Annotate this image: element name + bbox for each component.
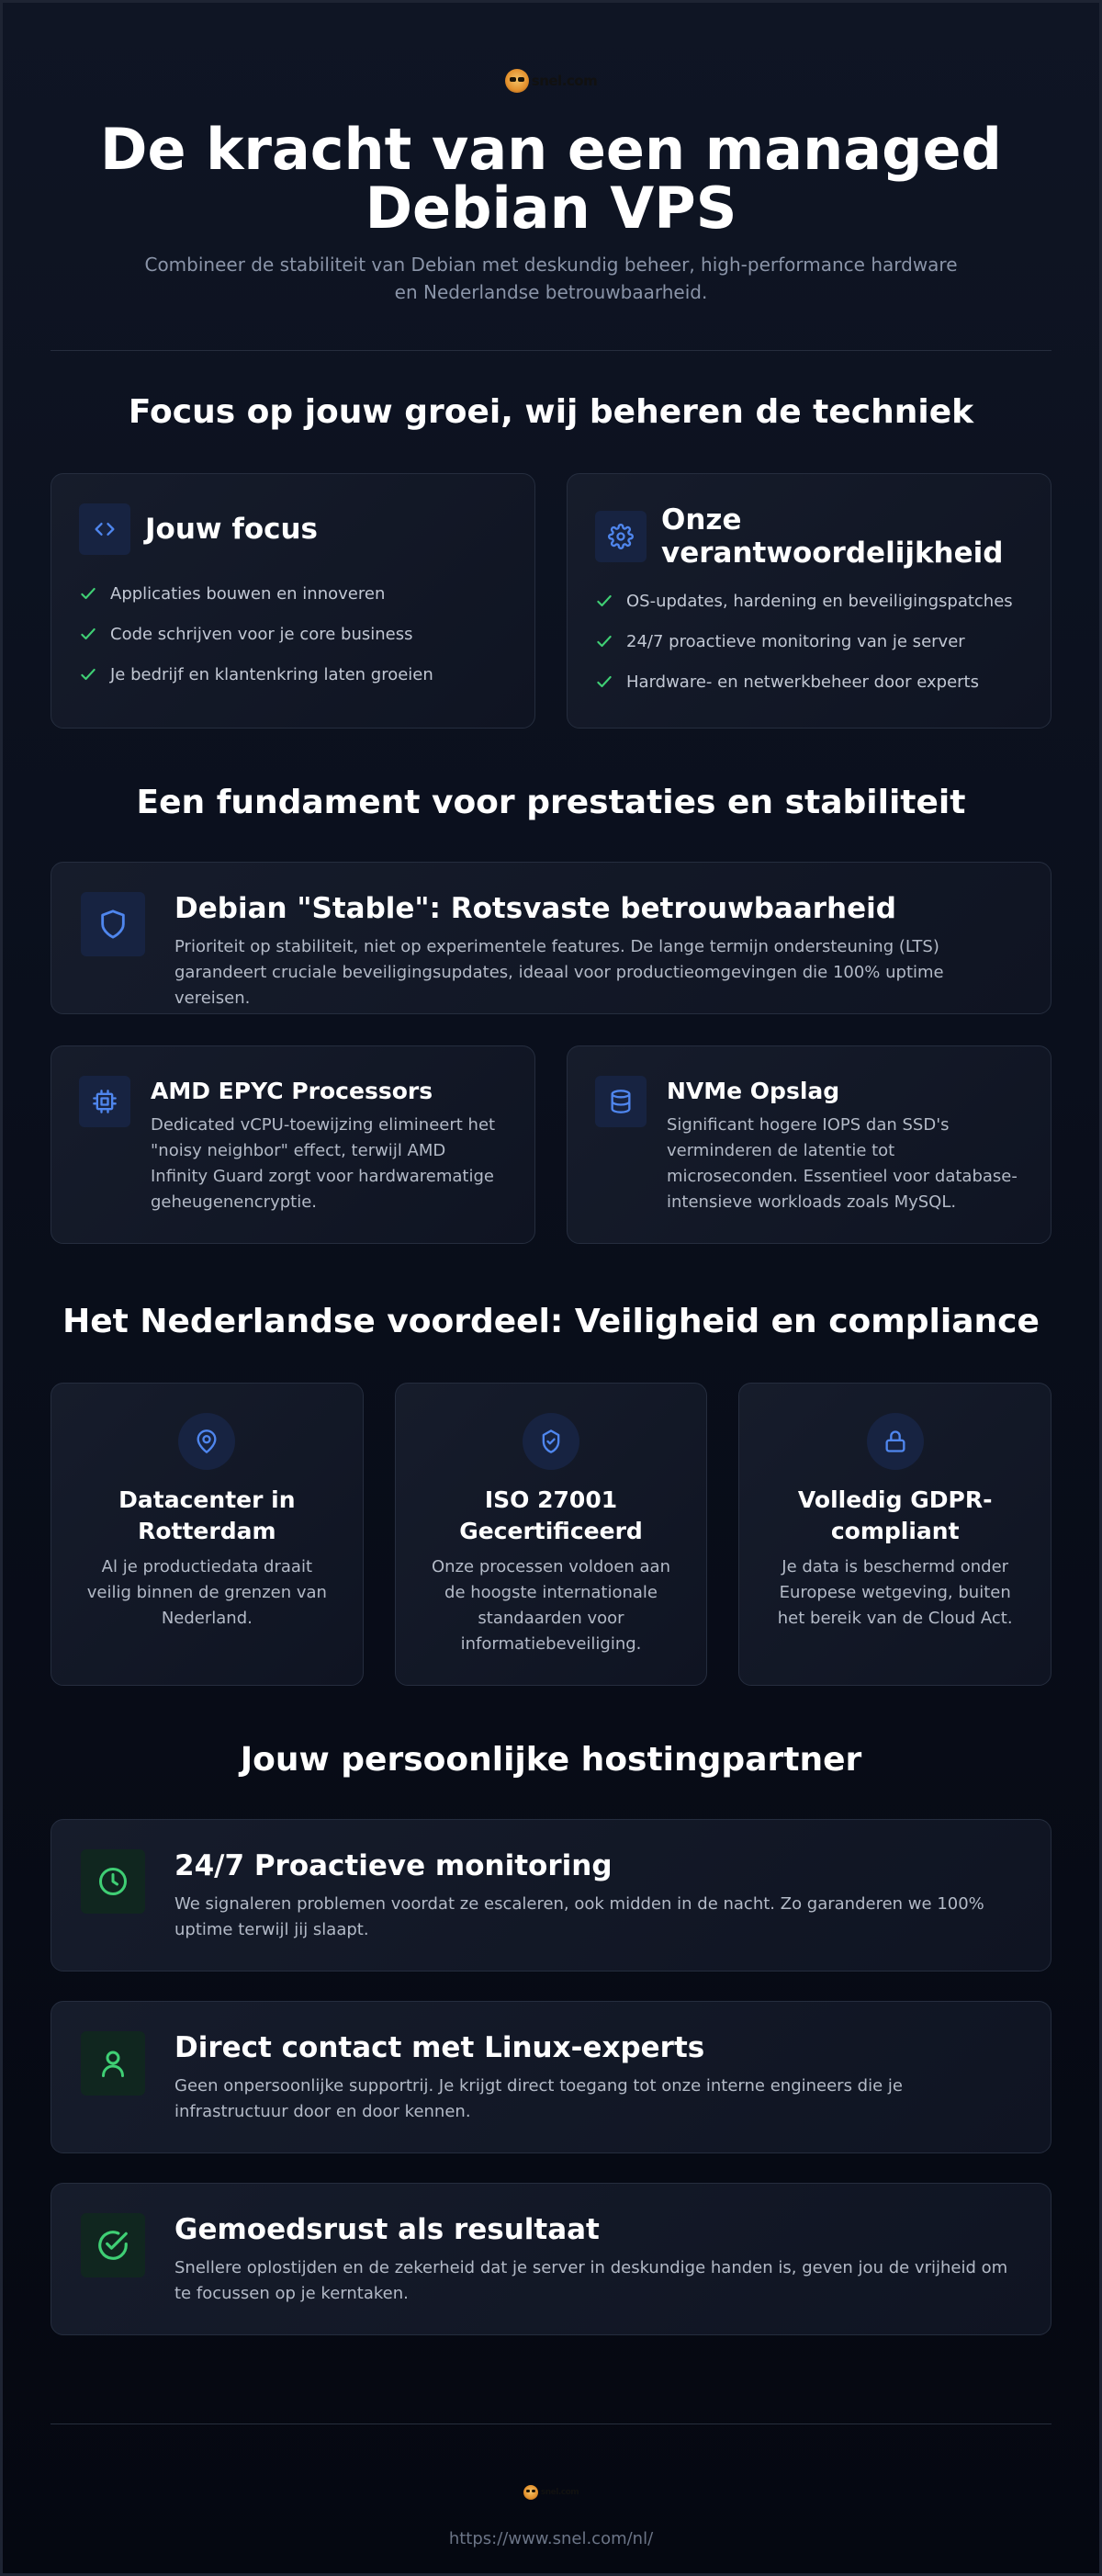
- card-description: Dedicated vCPU-toewijzing elimineert het "noisy neighbor" effect, terwijl AMD Infinity Guard zorgt voor hardwarematige geheugenencryptie.: [151, 1115, 496, 1212]
- logo-text: snel.com: [540, 2488, 579, 2497]
- focus-checklist: [79, 573, 507, 695]
- iso-card: [395, 1383, 708, 1686]
- list-item: Je bedrijf en klantenkring laten groeien: [79, 654, 507, 695]
- list-item: 24/7 proactieve monitoring van je server: [595, 621, 1023, 661]
- divider: [51, 350, 1051, 351]
- card-title: Gemoedsrust als resultaat: [174, 2213, 600, 2246]
- page-title: De kracht van een managed Debian VPS: [100, 116, 1002, 242]
- datacenter-card: [51, 1383, 364, 1686]
- card-title: Volledig GDPR-compliant: [797, 1486, 993, 1544]
- shield-icon: [81, 892, 145, 956]
- amd-epyc-card: [51, 1045, 535, 1244]
- card-title: NVMe Opslag: [667, 1078, 840, 1104]
- focus-section-title: Focus op jouw groei, wij beheren de techniek: [128, 393, 974, 431]
- card-title: Datacenter in Rotterdam: [118, 1486, 296, 1544]
- card-title: ISO 27001 Gecertificeerd: [459, 1486, 643, 1544]
- user-icon: [81, 2031, 145, 2096]
- check-icon: [79, 625, 97, 643]
- card-title: AMD EPYC Processors: [151, 1078, 433, 1104]
- card-title: Debian "Stable": Rotsvaste betrouwbaarheid: [174, 892, 896, 925]
- card-description: Snellere oplostijden en de zekerheid dat je server in deskundige handen is, geven jou de vrijheid om te focussen op je kerntaken.: [174, 2258, 1008, 2303]
- list-item: Code schrijven voor je core business: [79, 614, 507, 654]
- foundation-section-title: Een fundament voor prestaties en stabiliteit: [136, 784, 966, 821]
- header-logo-wrap: [51, 3, 1051, 98]
- partner-section-title: Jouw persoonlijke hostingpartner: [240, 1741, 862, 1779]
- verified-badge-icon: [523, 1413, 579, 1470]
- card-description: Al je productiedata draait veilig binnen de grenzen van Nederland.: [86, 1557, 327, 1628]
- card-description: Onze processen voldoen aan de hoogste internationale standaarden voor informatiebeveiliging.: [432, 1557, 670, 1654]
- focus-cards: [51, 473, 1051, 729]
- clock-icon: [81, 1849, 145, 1914]
- card-title: 24/7 Proactieve monitoring: [174, 1849, 613, 1882]
- nl-cards: [51, 1383, 1051, 1686]
- cpu-icon: [79, 1076, 130, 1127]
- snel-logo[interactable]: [505, 63, 597, 98]
- hardware-cards: [51, 1045, 1051, 1244]
- footer-logo[interactable]: [523, 2478, 579, 2507]
- focus-card-title: Onze verantwoordelijkheid: [661, 503, 1004, 570]
- debian-stable-card: [51, 862, 1051, 1014]
- list-item: OS-updates, hardening en beveiligingspatches: [595, 581, 1023, 621]
- card-description: Geen onpersoonlijke supportrij. Je krijgt direct toegang tot onze interne engineers die je infrastructuur door en door kennen.: [174, 2076, 903, 2121]
- card-title: Direct contact met Linux-experts: [174, 2031, 705, 2064]
- page-subtitle: Combineer de stabiliteit van Debian met deskundig beheer, high-performance hardware en Nederlandse betrouwbaarheid.: [144, 254, 958, 303]
- focus-checklist: [595, 581, 1023, 702]
- check-icon: [595, 592, 613, 610]
- check-circle-icon: [81, 2213, 145, 2277]
- card-description: Je data is beschermd onder Europese wetgeving, buiten het bereik van de Cloud Act.: [777, 1557, 1013, 1628]
- gear-icon: [595, 511, 647, 562]
- check-icon: [595, 632, 613, 650]
- mascot-icon: [523, 2485, 538, 2500]
- peace-of-mind-card: [51, 2183, 1051, 2335]
- focus-card-ours: [567, 473, 1051, 729]
- check-icon: [595, 672, 613, 691]
- nvme-card: [567, 1045, 1051, 1244]
- nl-section-title: Het Nederlandse voordeel: Veiligheid en compliance: [62, 1303, 1040, 1340]
- card-description: Prioriteit op stabiliteit, niet op experimentele features. De lange termijn ondersteuning (LTS) garandeert cruciale beveiligingsupdates, ideaal voor productieomgevingen die 100% uptime vereisen.: [174, 937, 944, 1008]
- footer-logo-wrap: [51, 2424, 1051, 2507]
- code-icon: [79, 503, 130, 555]
- footer-url-link[interactable]: https://www.snel.com/nl/: [448, 2529, 654, 2548]
- logo-text: snel.com: [531, 73, 598, 89]
- lock-icon: [867, 1413, 924, 1470]
- linux-experts-card: [51, 2001, 1051, 2153]
- list-item: Hardware- en netwerkbeheer door experts: [595, 661, 1023, 702]
- database-icon: [595, 1076, 647, 1127]
- card-description: Significant hogere IOPS dan SSD's verminderen de latentie tot microseconden. Essentieel voor database-intensieve workloads zoals MySQL.: [667, 1115, 1018, 1212]
- check-icon: [79, 584, 97, 603]
- map-pin-icon: [178, 1413, 235, 1470]
- focus-card-yours: [51, 473, 535, 729]
- card-description: We signaleren problemen voordat ze escaleren, ook midden in de nacht. Zo garanderen we 100% uptime terwijl jij slaapt.: [174, 1894, 984, 1939]
- gdpr-card: [738, 1383, 1051, 1686]
- focus-card-title: Jouw focus: [145, 513, 319, 546]
- list-item: Applicaties bouwen en innoveren: [79, 573, 507, 614]
- check-icon: [79, 665, 97, 684]
- mascot-icon: [505, 69, 529, 93]
- monitoring-card: [51, 1819, 1051, 1972]
